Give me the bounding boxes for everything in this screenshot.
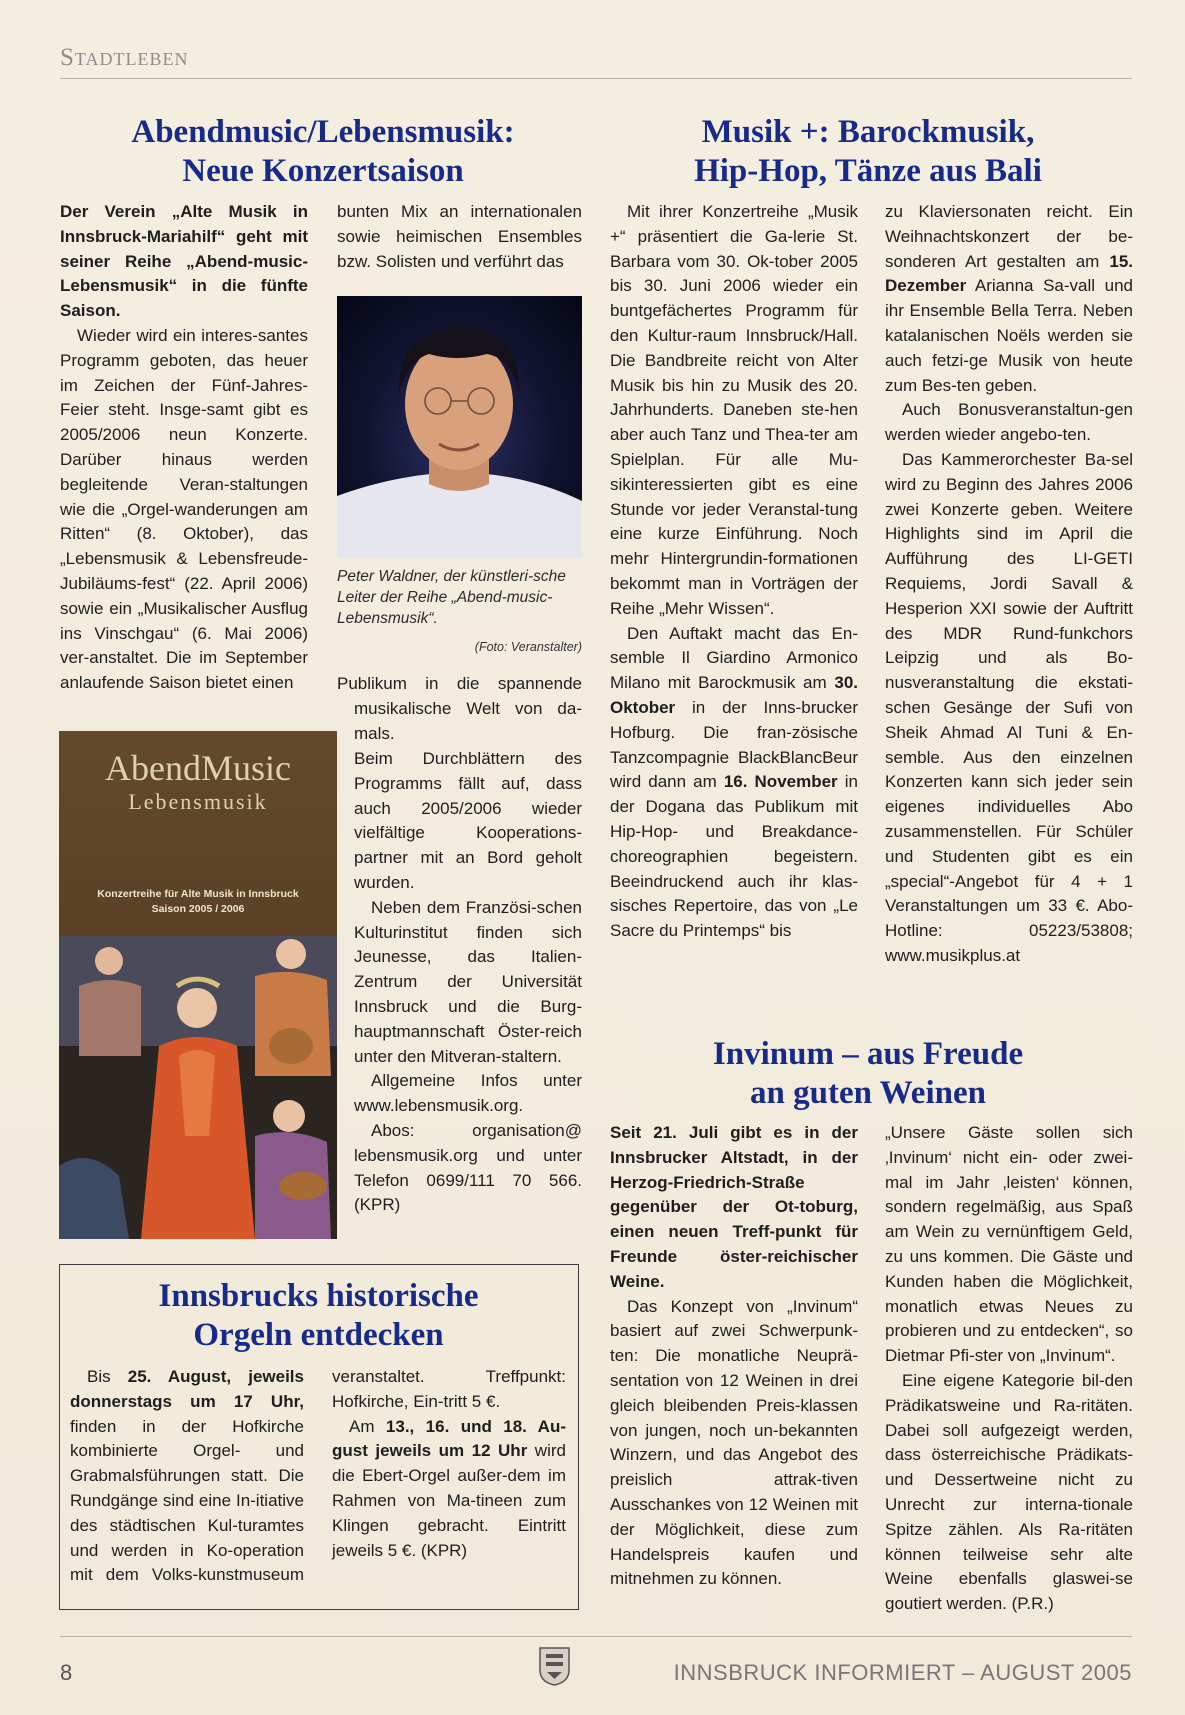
article3-title-line2: an guten Weinen xyxy=(750,1074,986,1111)
article3-title xyxy=(598,1035,1138,1112)
article1-column2-continued xyxy=(354,747,582,1218)
article1-paragraph: Abos: organisation@ lebensmusik.org und unter Telefon 0699/111 70 566. (KPR) xyxy=(354,1120,582,1215)
article2-column2 xyxy=(885,200,1133,969)
article4-title-line2: Orgeln entdecken xyxy=(193,1316,444,1353)
section-label: Stadtleben xyxy=(60,44,189,71)
concert-poster xyxy=(59,731,337,1239)
article1-title-line2: Neue Konzertsaison xyxy=(182,152,464,189)
article3-paragraph: Eine eigene Kategorie bil-den Prädikatsweine und Ra-ritäten. Dabei soll aufgezeigt werden, dass österreichische Prädikats- und Dessertweine nicht zu Unrecht zur interna-tionale Spitze zählen. Als Ra-ritäten können teilweise sehr alte Weine ebenfalls glaswei-se goutiert werden. (P.R.) xyxy=(885,1370,1133,1614)
article3-column1 xyxy=(610,1121,858,1592)
article2-title-line1: Musik +: Barockmusik, xyxy=(701,114,1035,150)
article2-paragraph: Mit ihrer Konzertreihe „Musik +“ präsentiert die Ga-lerie St. Barbara vom 30. Ok-tober 2005 bis 30. Juni 2006 wieder ein buntgefächertes Programm für den Kultur-raum Innsbruck/Hall. Die Bandbreite reicht von Alter Musik bis hin zu Musik des 20. Jahrhunderts. Daneben ste-hen aber auch Tanz und Thea-ter am Spielplan. Für alle Mu-sikinteressierten gibt es eine Stunde vor jeder Veranstal-tung eine kurze Einführung. Noch mehr Hintergrundin-formationen bekommt man in Vorträgen der Reihe „Mehr Wissen“. xyxy=(610,202,858,618)
article1-paragraph: Wieder wird ein interes-santes Programm geboten, das heuer im Zeichen der Fünf-Jahres-Feier steht. Insge-samt gibt es 2005/2006 neun Konzerte. Darüber hinaus werden begleitende Veran-staltungen wie die „Orgel-wanderungen am Ritten“ (8. Oktober), das „Lebensmusik & Lebensfreude-Jubiläums-fest“ (22. April 2006) sowie ein „Musikalischer Ausflug ins Vinschgau“ (6. Mai 2006) ver-anstaltet. Die im September anlaufende Saison bietet einen xyxy=(60,325,308,693)
portrait-illustration xyxy=(337,296,582,558)
article4-title-line1: Innsbrucks historische xyxy=(158,1278,479,1314)
article2-paragraph: Den Auftakt macht das En-semble Il Giardino Armonico Milano mit Barockmusik am 30. Oktober in der Inns-brucker Hofburg. Die fran-zösische Tanzcompagnie BlackBlancBeur wird dann am 16. November in der Dogana das Publikum mit Hip-Hop- und Breakdance-choreographien begeistern. Beeindruckend auch ihr klas-sisches Repertoire, das von „Le Sacre du Printemps“ bis xyxy=(610,623,858,941)
article2-paragraph: Auch Bonusveranstaltun-gen werden wieder angebo-ten. xyxy=(885,400,1133,445)
article3-paragraph: „Unsere Gäste sollen sich ‚Invinum‘ nicht ein- oder zwei-mal im Jahr ‚leisten‘ können, sondern regelmäßig, aus Spaß am Wein zu vernünftigem Geld, zu uns kommen. Die Gäste und Kunden haben die Möglichkeit, monatlich etwas Neues zu probieren und zu entdecken“, so Dietmar Pfi-ster von „Invinum“. xyxy=(885,1123,1133,1366)
footer-rule xyxy=(60,1636,1132,1637)
publication-footer: INNSBRUCK INFORMIERT – AUGUST 2005 xyxy=(673,1660,1132,1685)
article3-paragraph: Das Konzept von „Invinum“ basiert auf zwei Schwerpunk-ten: Die monatliche Neuprä-sentation von 12 Weinen in drei gleich bleibenden Preis-klassen von jungen, noch un-bekannten Winzern, und das Angebot des preislich attrak-tiven Ausschankes von 12 Weinen mit der Möglichkeit, diese zum Handelspreis kaufen und mitnehmen zu können. xyxy=(610,1296,858,1589)
poster-subtitle: Lebensmusik xyxy=(128,789,268,814)
poster-header xyxy=(59,731,337,936)
article3-lead: Seit 21. Juli gibt es in der Innsbrucker Altstadt, in der Herzog-Friedrich-Straße gegenüber der Ot-toburg, einen neuen Treff-punkt für Freunde öster-reichischer Weine. xyxy=(610,1123,858,1291)
article4-paragraph: Bis 25. August, jeweils donnerstags um 17 Uhr, finden in der Hofkirche kombinierte Orgel- und Grabmalsführungen statt. Die Rundgänge sind eine In-itiative des städtischen Kul-turamtes und werden in Ko-operation mit dem Volks-kunstmuseum veranstaltet. Treffpunkt: Hofkirche, Ein-tritt 5 €. xyxy=(70,1367,566,1585)
article1-column2-top xyxy=(337,200,582,274)
article3-title-line1: Invinum – aus Freude xyxy=(712,1036,1024,1072)
photo-credit: (Foto: Veranstalter) xyxy=(474,640,582,654)
portrait-photo xyxy=(337,296,582,558)
poster-tagline xyxy=(59,887,337,917)
article2-column1 xyxy=(610,200,858,944)
article1-paragraph: Publikum in die spannende musikalische Welt von da-mals. xyxy=(337,674,582,743)
article2-paragraph: Das Kammerorchester Ba-sel wird zu Beginn des Jahres 2006 zwei Konzerte geben. Weitere Highlights sind im April die Aufführung des LI-GETI Requiems, Jordi Savall & Hesperion XXI sowie der Auftritt des MDR Rund-funkchors Leipzig und als Bo-nusveranstaltung die ekstati-schen Gesänge der Sufi von Sheik Ahmad Al Tuni & En-semble. Aus den einzelnen Konzerten kann sich jeder sein eigenes individuelles Abo zusammenstellen. Für Schüler und Studenten gibt es ein „special“-Angebot für 4 + 1 Veranstaltungen um 33 €. Abo-Hotline: 05223/53808; www.musikplus.at xyxy=(885,449,1133,965)
page-number: 8 xyxy=(60,1660,73,1685)
poster-tagline-line2: Saison 2005 / 2006 xyxy=(151,903,245,915)
poster-tagline-line1: Konzertreihe für Alte Musik in Innsbruck xyxy=(97,888,299,900)
article1-column2-bottom xyxy=(337,672,582,746)
header-rule xyxy=(60,78,1132,79)
article1-column1 xyxy=(60,200,308,696)
article1-title-line1: Abendmusic/Lebensmusik: xyxy=(131,114,515,150)
city-crest-icon xyxy=(538,1644,571,1686)
article4-title xyxy=(60,1277,577,1354)
article1-paragraph: Beim Durchblättern des Programms fällt auf, dass auch 2005/2006 wieder vielfältige Kooperations-partner mit an Bord geholt wurden. xyxy=(354,749,582,892)
article1-paragraph: Neben dem Französi-schen Kulturinstitut finden sich Jeunesse, das Italien-Zentrum der Universität Innsbruck und die Burg-hauptmannschaft Öster-reich unter den Mitveran-staltern. xyxy=(354,897,582,1066)
article2-title-line2: Hip-Hop, Tänze aus Bali xyxy=(694,152,1042,189)
article3-column2 xyxy=(885,1121,1133,1617)
article2-paragraph: zu Klaviersonaten reicht. Ein Weihnachtskonzert der be-sonderen Art gestalten am 15. Dezember Arianna Sa-vall und ihr Ensemble Bella Terra. Neben katalanischen Noëls werden sie auch fetzi-ge Musik von heute zum Bes-ten geben. xyxy=(885,202,1133,395)
article2-title xyxy=(598,113,1138,190)
poster-painting xyxy=(59,936,337,1239)
article1-lead: Der Verein „Alte Musik in Innsbruck-Mariahilf“ geht mit seiner Reihe „Abend-music-Lebensmusik“ in die fünfte Saison. xyxy=(60,202,308,321)
article4-body xyxy=(70,1365,566,1588)
article1-title xyxy=(58,113,588,190)
poster-title: AbendMusic xyxy=(105,748,291,788)
article4-paragraph: Am 13., 16. und 18. Au-gust jeweils um 12 Uhr wird die Ebert-Orgel außer-dem im Rahmen von Ma-tineen zum Klingen gebracht. Eintritt jeweils 5 €. (KPR) xyxy=(332,1416,566,1560)
article1-paragraph: bunten Mix an internationalen sowie heimischen Ensembles bzw. Solisten und verführt das xyxy=(337,202,582,271)
photo-caption: Peter Waldner, der künstleri-sche Leiter der Reihe „Abend-music-Lebensmusik“. xyxy=(337,568,566,627)
organ-tours-box xyxy=(59,1264,579,1610)
article1-paragraph: Allgemeine Infos unter www.lebensmusik.org. xyxy=(354,1071,582,1116)
